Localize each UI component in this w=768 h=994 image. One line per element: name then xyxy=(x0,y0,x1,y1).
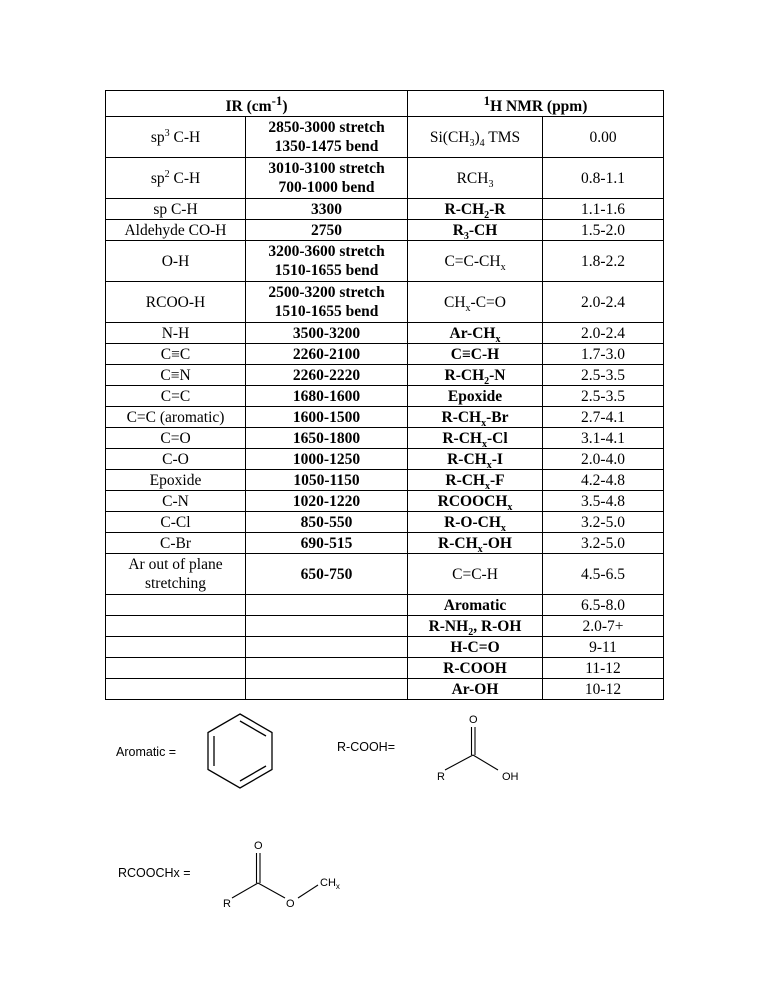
ir-functional-group: C≡C xyxy=(106,344,246,365)
nmr-header: $^1$H NMR (ppm) xyxy=(408,91,664,117)
ester-r-atom: R xyxy=(223,898,231,910)
ir-functional-group: Aldehyde CO-H xyxy=(106,220,246,241)
carboxylic-acid-structure xyxy=(430,710,530,785)
nmr-chemical-shift: 3.5-4.8 xyxy=(543,491,664,512)
ir-functional-group: C-O xyxy=(106,449,246,470)
nmr-chemical-shift: 6.5-8.0 xyxy=(543,595,664,616)
ir-wavenumber: 3010-3100 stretch 700-1000 bend xyxy=(246,158,408,199)
ir-wavenumber xyxy=(246,679,408,700)
nmr-chemical-shift: 3.2-5.0 xyxy=(543,512,664,533)
ir-nmr-reference-table xyxy=(105,90,664,700)
ir-wavenumber: 2750 xyxy=(246,220,408,241)
rcooh-o-atom: O xyxy=(469,714,478,726)
nmr-chemical-shift: 2.0-7+ xyxy=(543,616,664,637)
ir-wavenumber: 690-515 xyxy=(246,533,408,554)
nmr-proton-type: C=C-H xyxy=(408,554,543,595)
ir-wavenumber: 850-550 xyxy=(246,512,408,533)
ir-wavenumber: 1020-1220 xyxy=(246,491,408,512)
table-row xyxy=(106,323,664,344)
table-row xyxy=(106,449,664,470)
ir-wavenumber: 2260-2100 xyxy=(246,344,408,365)
nmr-proton-type: R-COOH xyxy=(408,658,543,679)
table-row xyxy=(106,158,664,199)
ir-functional-group: C=C xyxy=(106,386,246,407)
nmr-chemical-shift: 0.8-1.1 xyxy=(543,158,664,199)
ir-wavenumber: 650-750 xyxy=(246,554,408,595)
nmr-proton-type: $Ar-CH_x$ xyxy=(408,323,543,344)
nmr-chemical-shift: 2.5-3.5 xyxy=(543,365,664,386)
ir-wavenumber xyxy=(246,595,408,616)
ir-functional-group: sp C-H xyxy=(106,199,246,220)
nmr-chemical-shift: 3.2-5.0 xyxy=(543,533,664,554)
ir-functional-group: C-Cl xyxy=(106,512,246,533)
nmr-proton-type: $C=C-CH_x$ xyxy=(408,241,543,282)
nmr-proton-type: $R-CH_2-N$ xyxy=(408,365,543,386)
table-row xyxy=(106,282,664,323)
nmr-chemical-shift: 1.1-1.6 xyxy=(543,199,664,220)
rcoochx-label: RCOOCHx = xyxy=(118,866,191,880)
table-row xyxy=(106,679,664,700)
nmr-proton-type: $R-CH_x-OH$ xyxy=(408,533,543,554)
ir-functional-group: Epoxide xyxy=(106,470,246,491)
nmr-proton-type: Epoxide xyxy=(408,386,543,407)
table-row xyxy=(106,117,664,158)
nmr-chemical-shift: 1.8-2.2 xyxy=(543,241,664,282)
table-row xyxy=(106,491,664,512)
table-row xyxy=(106,199,664,220)
table-row xyxy=(106,658,664,679)
nmr-chemical-shift: 4.5-6.5 xyxy=(543,554,664,595)
ir-functional-group xyxy=(106,616,246,637)
table-row xyxy=(106,407,664,428)
ir-wavenumber xyxy=(246,616,408,637)
nmr-proton-type: $RCH_3$ xyxy=(408,158,543,199)
nmr-proton-type: H-C=O xyxy=(408,637,543,658)
rcooh-oh-atom: OH xyxy=(502,771,519,783)
nmr-proton-type: $R-CH_x-Cl$ xyxy=(408,428,543,449)
ir-wavenumber: 3300 xyxy=(246,199,408,220)
nmr-chemical-shift: 2.0-2.4 xyxy=(543,282,664,323)
nmr-proton-type: $R_3-CH$ xyxy=(408,220,543,241)
table-row xyxy=(106,344,664,365)
nmr-chemical-shift: 3.1-4.1 xyxy=(543,428,664,449)
nmr-proton-type: $Si(CH_3)_4$ TMS xyxy=(408,117,543,158)
nmr-proton-type: Aromatic xyxy=(408,595,543,616)
ir-functional-group xyxy=(106,637,246,658)
ester-structure xyxy=(218,836,348,916)
ir-wavenumber xyxy=(246,658,408,679)
rcooh-label: R-COOH= xyxy=(337,740,395,754)
nmr-proton-type: $R-CH_2-R$ xyxy=(408,199,543,220)
ir-wavenumber: 3200-3600 stretch 1510-1655 bend xyxy=(246,241,408,282)
ir-functional-group: $sp^3$ C-H xyxy=(106,117,246,158)
ir-wavenumber: 2500-3200 stretch 1510-1655 bend xyxy=(246,282,408,323)
nmr-proton-type: $RCOOCH_x$ xyxy=(408,491,543,512)
ir-functional-group: C-N xyxy=(106,491,246,512)
ir-wavenumber: 2850-3000 stretch 1350-1475 bend xyxy=(246,117,408,158)
ir-wavenumber xyxy=(246,637,408,658)
ir-functional-group: O-H xyxy=(106,241,246,282)
nmr-proton-type: $R-O-CH_x$ xyxy=(408,512,543,533)
ester-o-atom: O xyxy=(254,840,263,852)
ir-functional-group xyxy=(106,679,246,700)
table-body xyxy=(106,117,664,700)
table-row xyxy=(106,470,664,491)
nmr-chemical-shift: 11-12 xyxy=(543,658,664,679)
nmr-chemical-shift: 0.00 xyxy=(543,117,664,158)
rcooh-r-atom: R xyxy=(437,771,445,783)
nmr-chemical-shift: 10-12 xyxy=(543,679,664,700)
nmr-proton-type: $R-CH_x-Br$ xyxy=(408,407,543,428)
ir-functional-group: C-Br xyxy=(106,533,246,554)
nmr-proton-type: $R-CH_x-F$ xyxy=(408,470,543,491)
nmr-chemical-shift: 1.7-3.0 xyxy=(543,344,664,365)
nmr-chemical-shift: 4.2-4.8 xyxy=(543,470,664,491)
ir-header: IR $(cm^{-1})$ xyxy=(106,91,408,117)
table-row xyxy=(106,554,664,595)
table-row xyxy=(106,365,664,386)
table-row xyxy=(106,241,664,282)
ir-functional-group: N-H xyxy=(106,323,246,344)
nmr-chemical-shift: 2.0-2.4 xyxy=(543,323,664,344)
nmr-proton-type: $R-NH_2$, R-OH xyxy=(408,616,543,637)
table-row xyxy=(106,616,664,637)
table-row xyxy=(106,220,664,241)
ester-ch-group: $CH_x$ xyxy=(320,877,340,891)
nmr-chemical-shift: 2.0-4.0 xyxy=(543,449,664,470)
table-row xyxy=(106,595,664,616)
table-row xyxy=(106,386,664,407)
ester-o-linker: O xyxy=(286,898,295,910)
ir-functional-group xyxy=(106,595,246,616)
nmr-chemical-shift: 1.5-2.0 xyxy=(543,220,664,241)
benzene-structure xyxy=(200,710,280,794)
table-row xyxy=(106,533,664,554)
nmr-proton-type: Ar-OH xyxy=(408,679,543,700)
nmr-chemical-shift: 9-11 xyxy=(543,637,664,658)
ir-functional-group: RCOO-H xyxy=(106,282,246,323)
ir-functional-group: Ar out of plane stretching xyxy=(106,554,246,595)
nmr-chemical-shift: 2.7-4.1 xyxy=(543,407,664,428)
table-row xyxy=(106,428,664,449)
nmr-proton-type: C≡C-H xyxy=(408,344,543,365)
ir-wavenumber: 1600-1500 xyxy=(246,407,408,428)
ir-wavenumber: 2260-2220 xyxy=(246,365,408,386)
nmr-chemical-shift: 2.5-3.5 xyxy=(543,386,664,407)
ir-wavenumber: 3500-3200 xyxy=(246,323,408,344)
ir-functional-group xyxy=(106,658,246,679)
ir-wavenumber: 1650-1800 xyxy=(246,428,408,449)
ir-wavenumber: 1050-1150 xyxy=(246,470,408,491)
ir-wavenumber: 1000-1250 xyxy=(246,449,408,470)
ir-functional-group: $sp^2$ C-H xyxy=(106,158,246,199)
nmr-proton-type: $CH_x-C=O$ xyxy=(408,282,543,323)
ir-functional-group: C≡N xyxy=(106,365,246,386)
table-header-row xyxy=(106,91,664,117)
aromatic-label: Aromatic = xyxy=(116,745,177,759)
table-row xyxy=(106,512,664,533)
table-row xyxy=(106,637,664,658)
nmr-proton-type: $R-CH_x-I$ xyxy=(408,449,543,470)
ir-functional-group: C=O xyxy=(106,428,246,449)
ir-functional-group: C=C (aromatic) xyxy=(106,407,246,428)
ir-wavenumber: 1680-1600 xyxy=(246,386,408,407)
